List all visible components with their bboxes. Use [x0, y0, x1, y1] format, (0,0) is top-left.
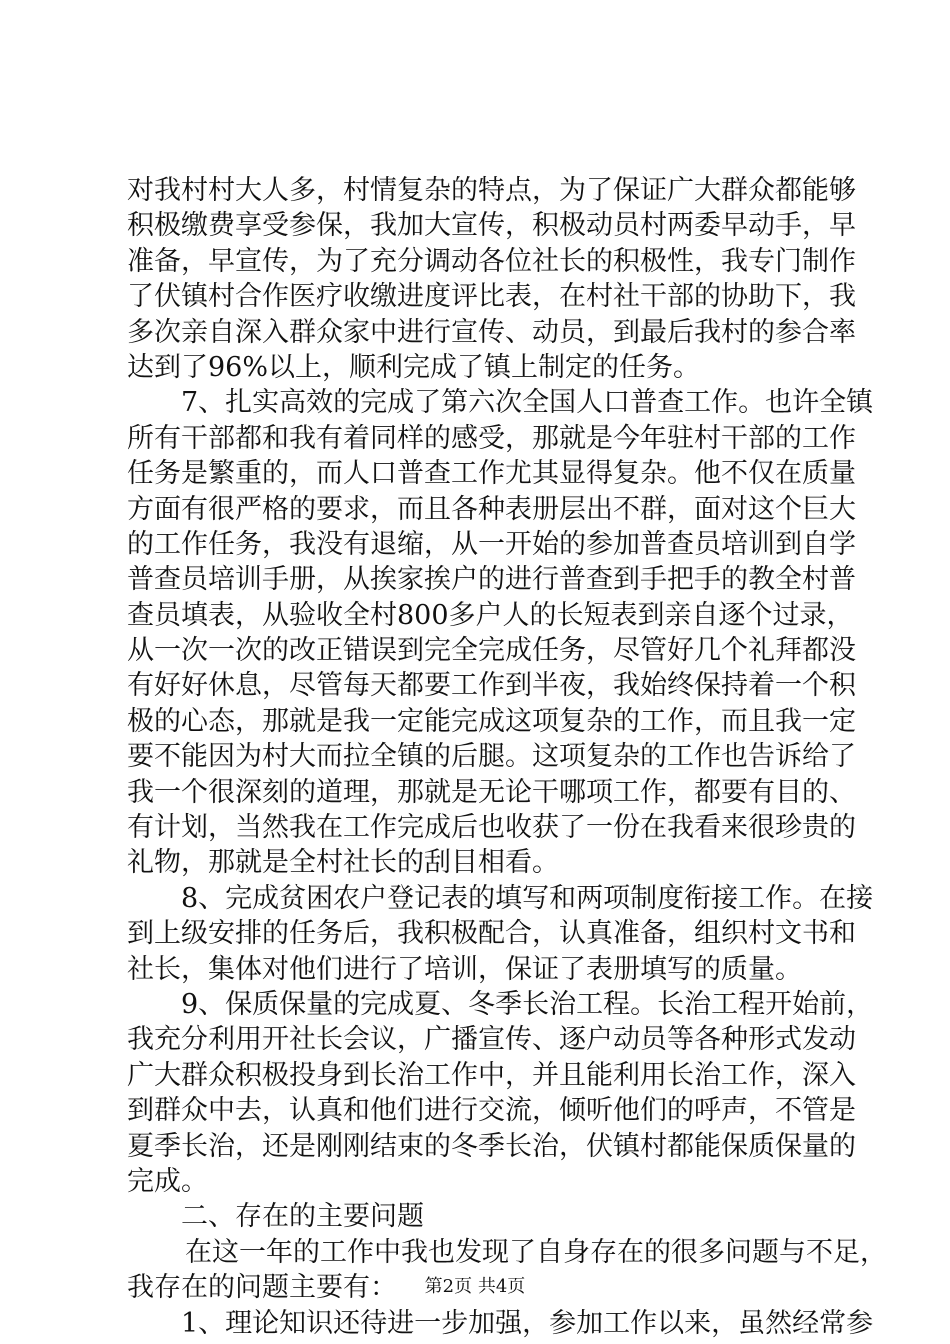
text-line: 准备，早宣传，为了充分调动各位社长的积极性，我专门制作	[127, 245, 856, 277]
text-line: 有好好休息，尽管每天都要工作到半夜，我始终保持着一个积	[127, 670, 856, 702]
text-line: 任务是繁重的，而人口普查工作尤其显得复杂。他不仅在质量	[127, 458, 856, 490]
page-number-footer: 第2页 共4页	[424, 1276, 526, 1297]
paragraph-start-1: 1、理论知识还待进一步加强，参加工作以来，虽然经常参	[181, 1307, 874, 1339]
paragraph-start-9: 9、保质保量的完成夏、冬季长治工程。长治工程开始前，	[181, 988, 874, 1020]
text-line: 多次亲自深入群众家中进行宣传、动员，到最后我村的参合率	[127, 316, 856, 348]
text-line: 要不能因为村大而拉全镇的后腿。这项复杂的工作也告诉给了	[127, 741, 856, 773]
text-line: 所有干部都和我有着同样的感受，那就是今年驻村干部的工作	[127, 422, 856, 454]
text-line: 完成。	[127, 1165, 208, 1197]
section-heading: 二、存在的主要问题	[181, 1201, 424, 1233]
text-line: 对我村村大人多，村情复杂的特点，为了保证广大群众都能够	[127, 175, 856, 206]
text-line: 广大群众积极投身到长治工作中，并且能利用长治工作，深入	[127, 1059, 856, 1091]
text-line: 查员填表，从验收全村800多户人的长短表到亲自逐个过录，	[127, 599, 854, 631]
text-line: 到上级安排的任务后，我积极配合，认真准备，组织村文书和	[127, 918, 856, 950]
text-line: 我一个很深刻的道理，那就是无论干哪项工作，都要有目的、	[127, 776, 856, 808]
text-line: 了伏镇村合作医疗收缴进度评比表，在村社干部的协助下，我	[127, 281, 856, 313]
text-line: 我存在的问题主要有：	[127, 1272, 397, 1304]
paragraph-start-7: 7、扎实高效的完成了第六次全国人口普查工作。也许全镇	[181, 387, 874, 419]
text-line: 积极缴费享受参保，我加大宣传，积极动员村两委早动手，早	[127, 210, 856, 242]
text-line: 普查员培训手册，从挨家挨户的进行普查到手把手的教全村普	[127, 564, 856, 596]
text-line: 方面有很严格的要求，而且各种表册层出不群，面对这个巨大	[127, 493, 856, 525]
text-line: 到群众中去，认真和他们进行交流，倾听他们的呼声，不管是	[127, 1095, 856, 1127]
text-line: 从一次一次的改正错误到完全完成任务，尽管好几个礼拜都没	[127, 635, 856, 667]
text-line: 礼物，那就是全村社长的刮目相看。	[127, 847, 559, 879]
paragraph-start-8: 8、完成贫困农户登记表的填写和两项制度衔接工作。在接	[181, 882, 874, 914]
text-line: 达到了96%以上，顺利完成了镇上制定的任务。	[127, 351, 701, 383]
text-line: 夏季长治，还是刚刚结束的冬季长治，伏镇村都能保质保量的	[127, 1130, 856, 1162]
text-line: 有计划，当然我在工作完成后也收获了一份在我看来很珍贵的	[127, 812, 856, 844]
text-line: 我充分利用开社长会议，广播宣传、逐户动员等各种形式发动	[127, 1024, 856, 1056]
text-line: 社长，集体对他们进行了培训，保证了表册填写的质量。	[127, 953, 802, 985]
paragraph-start: 在这一年的工作中我也发现了自身存在的很多问题与不足，	[185, 1236, 887, 1268]
text-line: 极的心态，那就是我一定能完成这项复杂的工作，而且我一定	[127, 705, 856, 737]
text-line: 的工作任务，我没有退缩，从一开始的参加普查员培训到自学	[127, 528, 856, 560]
document-body	[127, 173, 887, 1341]
